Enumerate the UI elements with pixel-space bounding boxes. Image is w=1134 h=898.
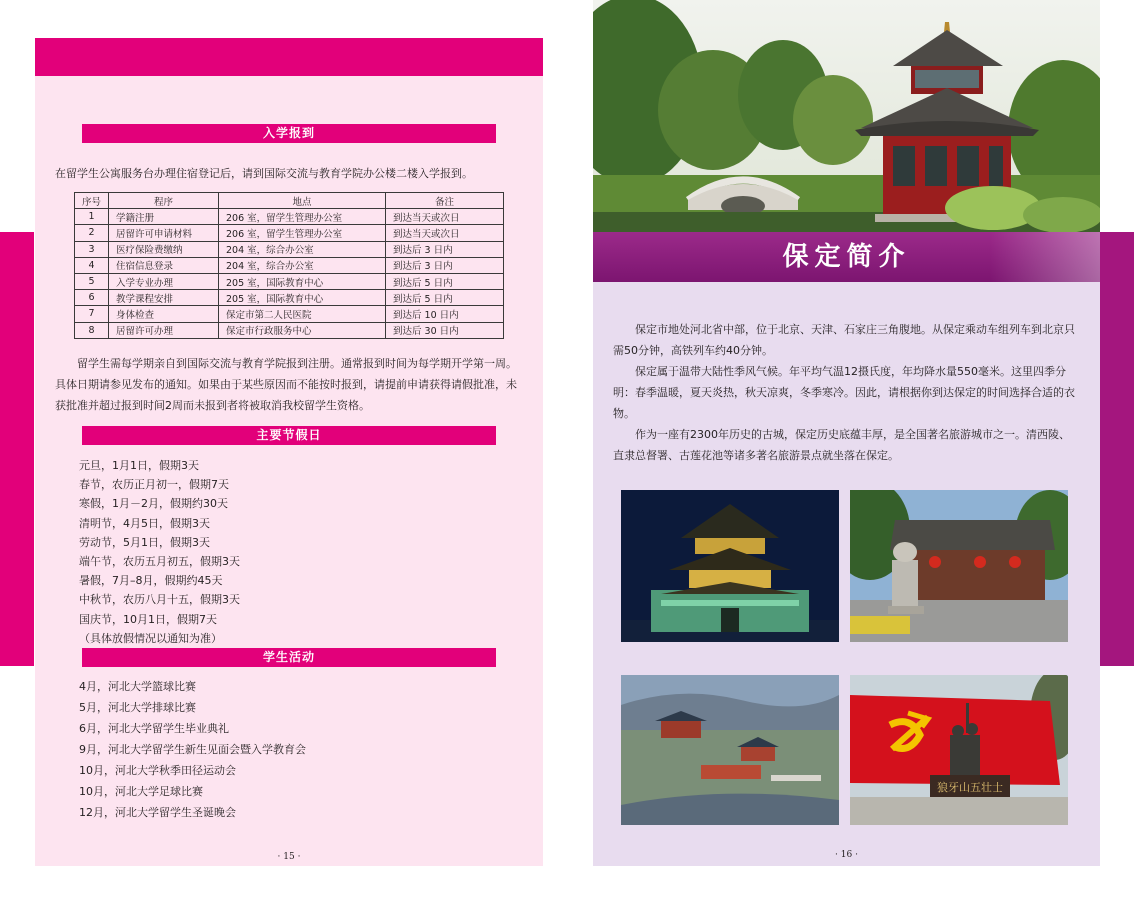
list-item: 12月，河北大学留学生圣诞晚会: [79, 806, 236, 819]
table-cell: 居留许可申请材料: [109, 225, 219, 241]
enrollment-heading: 入学报到: [82, 124, 496, 143]
table-cell: 到达后 5 日内: [386, 273, 504, 289]
paragraph: 作为一座有2300年历史的古城，保定历史底蕴丰厚，是全国著名旅游城市之一。清西陵、直隶总督署、古莲花池等诸多著名旅游景点就坐落在保定。: [613, 428, 1070, 462]
activities-heading: 学生活动: [82, 648, 496, 667]
table-row: [75, 322, 504, 338]
table-cell: 5: [75, 273, 109, 289]
enrollment-table: [74, 192, 504, 339]
table-header: 地点: [219, 193, 386, 209]
table-row: [75, 290, 504, 306]
table-row: [75, 225, 504, 241]
table-cell: 身体检查: [109, 306, 219, 322]
table-header: 备注: [386, 193, 504, 209]
activity-list: [79, 676, 306, 823]
list-item: 元旦，1月1日，假期3天: [79, 459, 199, 472]
holidays-heading: 主要节假日: [82, 426, 496, 445]
table-header: 序号: [75, 193, 109, 209]
table-cell: 204 室，综合办公室: [219, 257, 386, 273]
table-row: [75, 273, 504, 289]
table-row: [75, 306, 504, 322]
table-cell: 8: [75, 322, 109, 338]
table-cell: 教学课程安排: [109, 290, 219, 306]
enrollment-intro: 在留学生公寓服务台办理住宿登记后，请到国际交流与教育学院办公楼二楼入学报到。: [55, 167, 473, 180]
table-header: 程序: [109, 193, 219, 209]
table-cell: 206 室，留学生管理办公室: [219, 225, 386, 241]
page-number-left: · 15 ·: [277, 852, 301, 862]
list-item: 劳动节，5月1日，假期3天: [79, 535, 210, 549]
list-item: 9月，河北大学留学生新生见面会暨入学教育会: [79, 743, 306, 756]
list-item: 暑假，7月–8月，假期约45天: [79, 574, 223, 588]
left-header-bar: [35, 38, 543, 76]
table-cell: 到达后 10 日内: [386, 306, 504, 322]
table-cell: 入学专业办理: [109, 273, 219, 289]
list-item: 6月，河北大学留学生毕业典礼: [79, 722, 229, 735]
table-cell: 205 室，国际教育中心: [219, 273, 386, 289]
table-row: [75, 241, 504, 257]
table-cell: 保定市第二人民医院: [219, 306, 386, 322]
pavilion-hero-photo: [593, 0, 1100, 232]
list-item: 中秋节，农历八月十五，假期3天: [79, 593, 240, 607]
list-item: 4月，河北大学篮球比赛: [79, 680, 196, 693]
table-cell: 医疗保险费缴纳: [109, 241, 219, 257]
left-page: [35, 38, 543, 866]
table-cell: 到达后 3 日内: [386, 257, 504, 273]
list-item: 春节，农历正月初一，假期7天: [79, 478, 229, 492]
table-cell: 到达后 3 日内: [386, 241, 504, 257]
table-cell: 到达当天或次日: [386, 209, 504, 225]
list-item: 10月，河北大学秋季田径运动会: [79, 764, 236, 777]
table-row: [75, 209, 504, 225]
table-cell: 3: [75, 241, 109, 257]
table-header-row: [75, 193, 504, 209]
table-cell: 学籍注册: [109, 209, 219, 225]
page-title: 保定简介: [782, 242, 911, 272]
monument-inscription: 狼牙山五壮士: [937, 781, 1003, 794]
list-item: 寒假，1月－2月，假期约30天: [79, 497, 228, 511]
table-cell: 到达后 30 日内: [386, 322, 504, 338]
baoding-intro: [613, 319, 1080, 466]
governor-office-photo: [850, 490, 1068, 642]
table-cell: 206 室，留学生管理办公室: [219, 209, 386, 225]
table-cell: 204 室，综合办公室: [219, 241, 386, 257]
holiday-note: （具体放假情况以通知为准）: [79, 631, 222, 645]
tower-night-photo: [621, 490, 839, 642]
table-cell: 保定市行政服务中心: [219, 322, 386, 338]
table-cell: 4: [75, 257, 109, 273]
table-cell: 7: [75, 306, 109, 322]
table-cell: 6: [75, 290, 109, 306]
table-cell: 205 室，国际教育中心: [219, 290, 386, 306]
list-item: 国庆节，10月1日，假期7天: [79, 612, 217, 626]
page-number-right: · 16 ·: [835, 850, 858, 860]
list-item: 端午节，农历五月初五，假期3天: [79, 554, 240, 568]
list-item: 5月，河北大学排球比赛: [79, 701, 196, 714]
paragraph: 保定市地处河北省中部，位于北京、天津、石家庄三角腹地。从保定乘动车组列车到北京只需50分钟，高铁列车约40分钟。: [613, 323, 1075, 357]
table-cell: 2: [75, 225, 109, 241]
left-spine-tab: [0, 232, 34, 666]
right-spine-tab: [1100, 232, 1134, 666]
table-cell: 住宿信息登录: [109, 257, 219, 273]
table-row: [75, 257, 504, 273]
title-band: [593, 232, 1100, 282]
table-cell: 到达后 5 日内: [386, 290, 504, 306]
holiday-list: [79, 456, 240, 648]
table-cell: 1: [75, 209, 109, 225]
langya-mountain-monument-photo: [850, 675, 1068, 825]
enrollment-paragraph: 留学生需每学期亲自到国际交流与教育学院报到注册。通常报到时间为每学期开学第一周。具体日期请参见发布的通知。如果由于某些原因而不能按时报到，请提前申请获得请假批准，未获批准并超过报到时间2周而未报到者将被取消我校留学生资格。: [55, 357, 517, 412]
list-item: 清明节，4月5日，假期3天: [79, 516, 210, 530]
list-item: 10月，河北大学足球比赛: [79, 785, 203, 798]
table-cell: 居留许可办理: [109, 322, 219, 338]
western-tombs-photo: [621, 675, 839, 825]
table-cell: 到达当天或次日: [386, 225, 504, 241]
paragraph: 保定属于温带大陆性季风气候。年平均气温12摄氏度，年均降水量550毫米。这里四季分明：春季温暖，夏天炎热，秋天凉爽，冬季寒冷。因此，请根据你到达保定的时间选择合适的衣物。: [613, 365, 1075, 420]
right-page: [593, 0, 1100, 866]
